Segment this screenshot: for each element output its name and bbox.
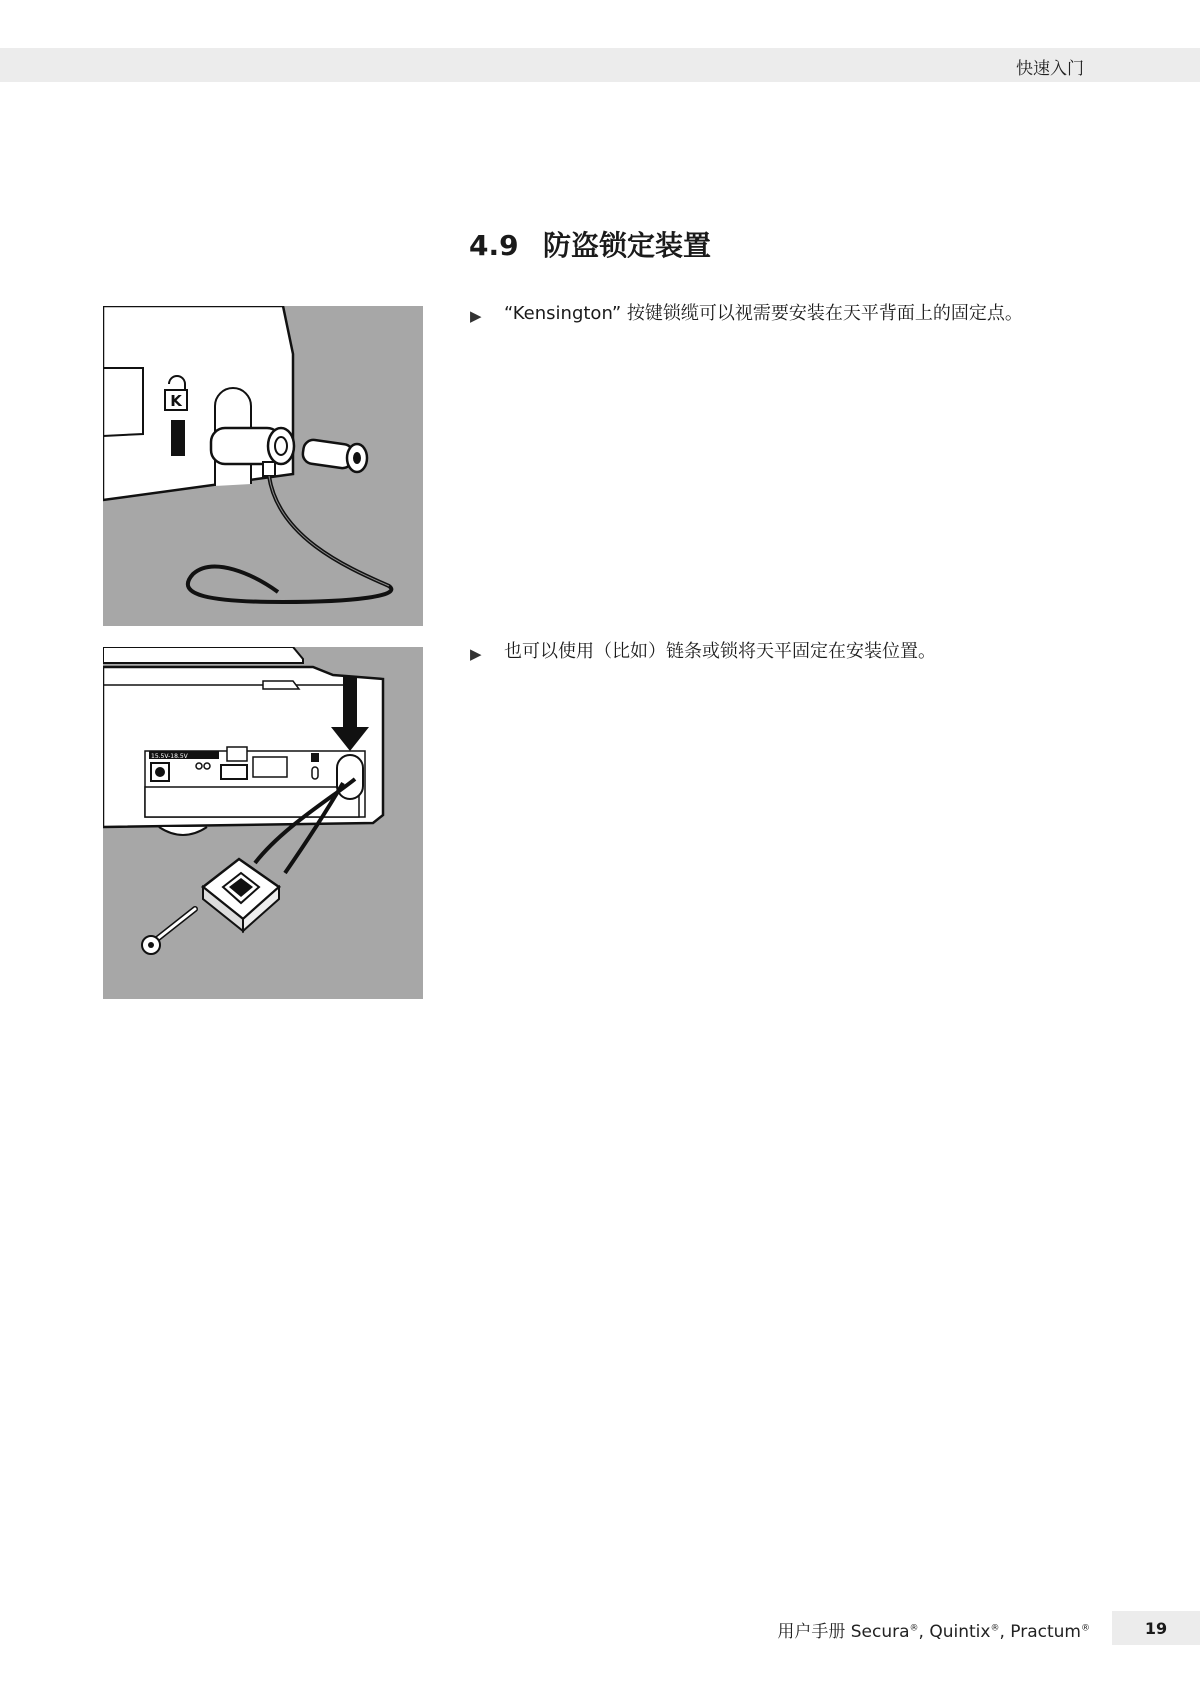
key-icon bbox=[142, 909, 195, 954]
bullet-item-chain-lock bbox=[470, 640, 1110, 666]
page-number: 19 bbox=[1112, 1611, 1200, 1645]
lock-letter: K bbox=[170, 392, 182, 410]
registered-mark: ® bbox=[990, 1623, 1000, 1634]
bullet-item-kensington bbox=[470, 302, 1110, 328]
triangle-bullet-icon: ▶ bbox=[470, 645, 482, 663]
kensington-lock-illustration bbox=[103, 306, 423, 626]
registered-mark: ® bbox=[909, 1623, 919, 1634]
chain-lock-illustration bbox=[103, 647, 423, 999]
footer-product-2: Quintix bbox=[929, 1622, 991, 1642]
connector-label: 15.5V-18.5V bbox=[151, 753, 188, 760]
bullet-text: “Kensington” 按键锁缆可以视需要安装在天平背面上的固定点。 bbox=[504, 303, 1023, 324]
footer-separator: , bbox=[999, 1622, 1005, 1642]
footer-product-1: Secura bbox=[850, 1622, 910, 1642]
footer-manual-title bbox=[777, 1617, 1090, 1642]
triangle-bullet-icon: ▶ bbox=[470, 307, 482, 325]
section-title: 防盗锁定装置 bbox=[543, 229, 712, 262]
footer-separator: , bbox=[918, 1622, 924, 1642]
registered-mark: ® bbox=[1081, 1623, 1090, 1634]
section-heading bbox=[469, 224, 711, 264]
footer-prefix: 用户手册 bbox=[777, 1622, 846, 1642]
chapter-label: 快速入门 bbox=[1016, 59, 1084, 79]
padlock-box-icon bbox=[203, 859, 279, 931]
section-number: 4.9 bbox=[469, 229, 519, 262]
key-icon bbox=[302, 439, 367, 472]
footer-product-3: Practum bbox=[1010, 1622, 1081, 1642]
bullet-text: 也可以使用（比如）链条或锁将天平固定在安装位置。 bbox=[504, 641, 936, 662]
